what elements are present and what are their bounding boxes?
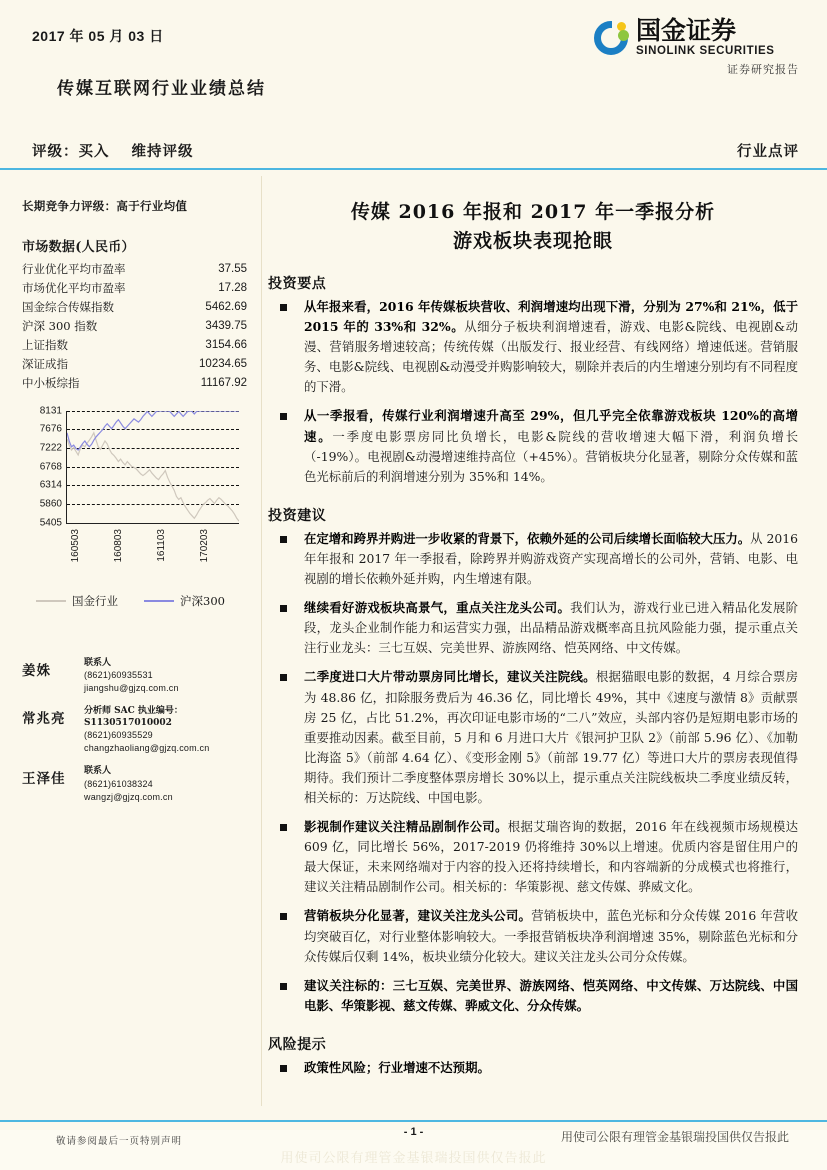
rating-block: [32, 140, 194, 161]
report-date: 2017 年 05 月 03 日: [32, 28, 164, 44]
chart-x-tick: 170203: [199, 528, 210, 563]
row-label: 沪深 300 指数: [22, 319, 98, 334]
report-type: 行业点评: [737, 143, 799, 160]
market-data-table: [22, 260, 247, 393]
bullet-lead: 影视制作建议关注精品剧制作公司。: [304, 819, 508, 835]
section-heading-recommendation: 投资建议: [268, 507, 327, 524]
company-logo: [594, 18, 799, 80]
bullet-body: 根据艾瑞咨询的数据，2016 年在线视频市场规模达 609 亿，同比增长 56%，2017-2019 仍将维持 30%以上增速。优质内容是留住用户的最大保证，未来网络端对于内容的投入还将持续增长，和内容端新的分成模式也将推行，建议关注精品剧制作公司。相关标的：华策影视、慈文传媒、骅威文化。: [304, 819, 798, 895]
analyst-phone: (8621)61038324: [84, 778, 153, 789]
chart-y-tick: 5860: [39, 498, 62, 510]
analyst-name: 王泽佳: [22, 771, 66, 788]
list-item: [268, 598, 798, 658]
list-item: [268, 667, 798, 808]
chart-x-axis-labels: [66, 529, 238, 581]
report-subject: 传媒互联网行业业绩总结: [57, 79, 266, 99]
analyst-email[interactable]: changzhaoliang@gjzq.com.cn: [84, 743, 210, 754]
row-value: 37.55: [218, 263, 247, 276]
row-value: 11167.92: [200, 377, 247, 390]
row-value: 17.28: [218, 282, 247, 295]
analyst-entry: [22, 657, 247, 695]
bullet-lead: 政策性风险；行业增速不达预期。: [304, 1059, 490, 1075]
footer-licence-note: 此报告仅供国投瑞银基金管理有限公司使用: [560, 1130, 789, 1144]
legend-item-series-0: [36, 593, 118, 609]
page-title-line-1: 传媒 2016 年报和 2017 年一季报分析: [350, 201, 716, 223]
chart-x-tick: 161103: [156, 528, 167, 562]
bullet-lead: 从年报来看，2016 年传媒板块营收、利润增速均出现下滑，分别为 27%和 21%，低于 2015 年的 33%和 32%。: [304, 299, 798, 335]
competitiveness-rating: 长期竞争力评级：高于行业均值: [22, 199, 188, 213]
chart-x-tick: 160503: [70, 528, 81, 563]
page-title: [268, 198, 798, 255]
chart-plot-area: [66, 411, 239, 524]
analyst-email[interactable]: jiangshu@gjzq.com.cn: [84, 682, 179, 693]
row-value: 10234.65: [199, 358, 247, 371]
page-title-line-2: 游戏板块表现抢眼: [452, 229, 613, 252]
index-performance-chart: [22, 405, 250, 563]
chart-y-tick: 7222: [39, 442, 62, 454]
chart-y-tick: 5405: [39, 517, 62, 529]
analyst-phone: (8621)60935531: [84, 669, 153, 680]
section-heading-key-points: 投资要点: [268, 276, 327, 292]
bullet-body: 一季度电影票房同比负增长，电影&院线的营收增速大幅下滑，利润负增长（-19%）。电视剧&动漫增速维持高位（+45%）。营销板块分化显著，剔除分众传媒和蓝色光标前后的利润增速分别为 35%和 14%。: [304, 428, 799, 484]
analyst-name: 姜姝: [22, 662, 51, 679]
bullet-body: 我们认为，游戏行业已进入精品化发展阶段，龙头企业制作能力和运营实力强，出品精品游戏概率高且抗风险能力强，提示重点关注行业龙头：三七互娱、完美世界、游族网络、恺英网络、中文传媒。: [304, 600, 799, 656]
table-row: [22, 355, 247, 374]
section-heading-risk: 风险提示: [268, 1036, 327, 1053]
chart-x-tick: 160803: [113, 528, 124, 563]
main-content: [268, 176, 808, 1087]
logo-text-cn: 国金证券: [636, 16, 737, 45]
chart-y-axis-labels: [22, 405, 62, 529]
list-item: [268, 1058, 798, 1078]
chart-y-tick: 8131: [39, 405, 62, 417]
analyst-email[interactable]: wangzj@gjzq.com.cn: [84, 791, 173, 802]
list-item: [268, 817, 798, 897]
legend-swatch-icon: [36, 600, 66, 602]
bullet-lead: 在定增和跨界并购进一步收紧的背景下，依赖外延的公司后续增长面临较大压力。: [304, 530, 751, 546]
logo-tagline: 证券研究报告: [727, 63, 799, 76]
list-item: [268, 906, 798, 966]
row-value: 3439.75: [205, 320, 247, 333]
watermark: 此报告仅供国投瑞银基金管理有限公司使用: [280, 1151, 547, 1166]
row-label: 上证指数: [22, 338, 68, 353]
bullet-lead: 二季度进口大片带动票房同比增长，建议关注院线。: [304, 669, 596, 685]
analyst-role: 联系人: [84, 657, 112, 668]
list-item: [268, 297, 798, 397]
analyst-entry: [22, 705, 247, 755]
market-data-title: 市场数据(人民币）: [22, 240, 135, 255]
list-item: [268, 406, 798, 486]
bullet-body: 从 2016 年年报和 2017 年一季报看，除跨界并购游戏资产实现高增长的公司外，营销、电影、电视剧的增长依赖外延并购，内生增速有限。: [304, 530, 798, 587]
row-label: 市场优化平均市盈率: [22, 281, 126, 296]
footer-divider: [0, 1120, 827, 1122]
row-label: 中小板综指: [22, 376, 80, 391]
list-item: [268, 976, 798, 1016]
table-row: [22, 336, 247, 355]
row-value: 3154.66: [205, 339, 247, 352]
chart-y-tick: 6768: [39, 461, 62, 473]
analyst-entry: [22, 765, 247, 803]
row-label: 国金综合传媒指数: [22, 300, 114, 315]
rating-maintain: 维持评级: [131, 143, 194, 160]
table-row: [22, 279, 247, 298]
header-divider: [0, 168, 827, 170]
list-item: [268, 529, 798, 589]
bullet-lead: 营销板块分化显著，建议关注龙头公司。: [304, 908, 532, 924]
chart-series-line: [67, 433, 239, 521]
legend-label: 沪深300: [180, 593, 225, 608]
legend-item-series-1: [144, 593, 225, 609]
bullet-lead: 继续看好游戏板块高景气，重点关注龙头公司。: [304, 600, 571, 616]
analyst-contacts: [22, 657, 247, 804]
chart-y-tick: 6314: [39, 479, 62, 491]
key-points-list: [268, 297, 798, 487]
chart-legend: [36, 593, 247, 609]
chart-series-line: [67, 411, 239, 450]
analyst-role: 联系人: [84, 766, 112, 777]
rating-row: [0, 140, 827, 166]
table-row: [22, 298, 247, 317]
bullet-lead: 从一季报看，传媒行业利润增速升高至 29%，但几乎完全依靠游戏板块 120%的高增速。: [304, 408, 798, 444]
sidebar: [0, 176, 262, 1106]
chart-y-tick: 7676: [39, 423, 62, 435]
legend-label: 国金行业: [72, 593, 118, 608]
row-label: 深证成指: [22, 357, 68, 372]
logo-text-en: SINOLINK SECURITIES: [636, 45, 775, 57]
table-row: [22, 260, 247, 279]
analyst-phone: (8621)60935529: [84, 730, 153, 741]
bullet-lead: 建议关注标的：三七互娱、完美世界、游族网络、恺英网络、中文传媒、万达院线、中国电影、华策影视、慈文传媒、骅威文化、分众传媒。: [304, 977, 798, 1013]
risk-list: [268, 1058, 798, 1078]
table-row: [22, 317, 247, 336]
bullet-body: 从细分子板块利润增速看，游戏、电影&院线、电视剧&动漫、营销服务增速较高；传统传媒（出版发行、报业经营、有线网络）增速低迷。营销服务、电影&院线、电视剧&动漫受并购影响较大，剔除并表后的内生增速分别均有不同程度的下滑。: [304, 319, 798, 395]
bullet-body: 根据猫眼电影的数据，4 月综合票房为 48.86 亿，扣除服务费后为 46.36 亿，同比增长 49%，其中《速度与激情 8》贡献票房 25 亿，占比 51.2%，再次印证电影市场的“二八”效应，头部内容仍是短期电影市场的重要推动因素。截至目前，5 月和 6 月进口大片《银河护卫队 2》（前部 5.96 亿）、《加勒比海盗 5》（前部 4.64 亿）、《变形金刚 5》（前部 19.77 亿）等进口大片的票房表现值得期待。我们预计二季度整体票房增长 30%以上，提示重点关注院线板块二季度业绩反转，相关标的：万达院线、中国电影。: [304, 669, 798, 805]
row-value: 5462.69: [205, 301, 247, 314]
rating-label: 评级：买入: [32, 143, 110, 160]
row-label: 行业优化平均市盈率: [22, 262, 126, 277]
analyst-role: 分析师 SAC 执业编号：S1130517010002: [84, 706, 183, 729]
sinolink-logo-icon: [594, 21, 628, 55]
footer-disclaimer: 敬请参阅最后一页特别声明: [56, 1136, 183, 1147]
analyst-name: 常兆亮: [22, 711, 66, 728]
bullet-body: 营销板块中，蓝色光标和分众传媒 2016 年营收均突破百亿，对行业整体影响较大。一季报营销板块净利润增速 35%，剔除蓝色光标和分众传媒后仅剩 14%，板块业绩分化较大。建议关注龙头公司分众传媒。: [304, 908, 799, 964]
table-row: [22, 374, 247, 393]
page-number: - 1 -: [403, 1126, 424, 1138]
recommendation-list: [268, 529, 798, 1016]
legend-swatch-icon: [144, 600, 174, 602]
